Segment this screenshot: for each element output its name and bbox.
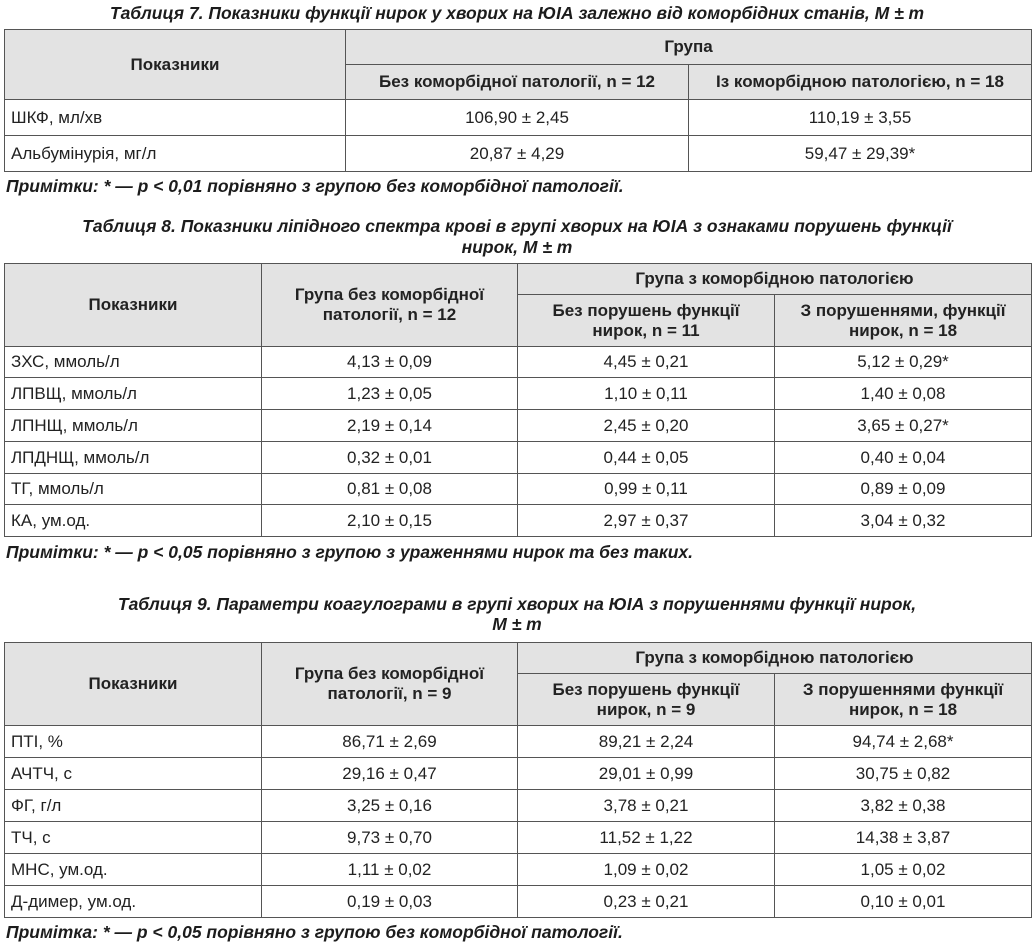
table7-header-param: Показники (5, 30, 346, 100)
table9-header-param: Показники (5, 643, 262, 726)
value-cell: 94,74 ± 2,68* (775, 726, 1032, 758)
param-cell: ЛПНЩ, ммоль/л (5, 410, 262, 442)
value-cell: 29,16 ± 0,47 (262, 758, 518, 790)
table8-header-g2-line2: нирок, n = 18 (848, 320, 958, 340)
param-cell: АЧТЧ, с (5, 758, 262, 790)
table-row (5, 758, 1032, 790)
param-cell: ШКФ, мл/хв (5, 100, 346, 136)
value-cell: 1,11 ± 0,02 (262, 854, 518, 886)
value-cell: 3,82 ± 0,38 (775, 790, 1032, 822)
value-cell: 110,19 ± 3,55 (689, 100, 1032, 136)
value-cell: 1,23 ± 0,05 (262, 378, 518, 410)
table9-caption-line2: M ± m (492, 614, 542, 634)
table-row (5, 886, 1032, 918)
value-cell: 0,89 ± 0,09 (775, 474, 1032, 505)
table8-caption-line2: нирок, M ± m (461, 237, 573, 257)
value-cell: 3,78 ± 0,21 (518, 790, 775, 822)
param-cell: ЗХС, ммоль/л (5, 347, 262, 378)
table9-header-g0-line1: Група без коморбідної (294, 664, 485, 683)
table-row (5, 505, 1032, 537)
table8-header-g1-line1: Без порушень функції (552, 300, 740, 320)
value-cell: 1,05 ± 0,02 (775, 854, 1032, 886)
table9-header-g1-line1: Без порушень функції (552, 679, 740, 699)
table9-header-g2-line2: нирок, n = 18 (848, 699, 958, 719)
value-cell: 0,81 ± 0,08 (262, 474, 518, 505)
param-cell: ЛПДНЩ, ммоль/л (5, 442, 262, 474)
param-cell: Д-димер, ум.од. (5, 886, 262, 918)
table-row (5, 474, 1032, 505)
table7 (4, 29, 1032, 172)
value-cell: 14,38 ± 3,87 (775, 822, 1032, 854)
table7-note: Примітки: * — p < 0,01 порівняно з групою без коморбідної патології. (6, 176, 624, 196)
value-cell: 86,71 ± 2,69 (262, 726, 518, 758)
value-cell: 1,40 ± 0,08 (775, 378, 1032, 410)
table8-header-param: Показники (5, 264, 262, 347)
table-row (5, 378, 1032, 410)
table9-header-g0 (262, 643, 518, 726)
table-row (5, 100, 1032, 136)
table8-header-g1 (518, 295, 775, 347)
value-cell: 0,10 ± 0,01 (775, 886, 1032, 918)
value-cell: 4,45 ± 0,21 (518, 347, 775, 378)
value-cell: 2,45 ± 0,20 (518, 410, 775, 442)
value-cell: 0,32 ± 0,01 (262, 442, 518, 474)
table8-header-group: Група з коморбідною патологією (518, 264, 1032, 295)
param-cell: КА, ум.од. (5, 505, 262, 537)
value-cell: 0,19 ± 0,03 (262, 886, 518, 918)
value-cell: 4,13 ± 0,09 (262, 347, 518, 378)
param-cell: Альбумінурія, мг/л (5, 136, 346, 172)
table9-header-group: Група з коморбідною патологією (518, 643, 1032, 674)
table8-header-g2 (775, 295, 1032, 347)
table9-header-g2 (775, 674, 1032, 726)
value-cell: 2,97 ± 0,37 (518, 505, 775, 537)
value-cell: 106,90 ± 2,45 (346, 100, 689, 136)
value-cell: 1,09 ± 0,02 (518, 854, 775, 886)
value-cell: 3,04 ± 0,32 (775, 505, 1032, 537)
table8 (4, 263, 1032, 537)
table7-header-group: Група (346, 30, 1032, 65)
table8-note: Примітки: * — p < 0,05 порівняно з групою з ураженнями нирок та без таких. (6, 542, 693, 562)
value-cell: 3,25 ± 0,16 (262, 790, 518, 822)
table-row (5, 347, 1032, 378)
value-cell: 30,75 ± 0,82 (775, 758, 1032, 790)
table-row (5, 410, 1032, 442)
value-cell: 9,73 ± 0,70 (262, 822, 518, 854)
table-row (5, 822, 1032, 854)
value-cell: 0,40 ± 0,04 (775, 442, 1032, 474)
table9-caption-line1: Таблиця 9. Параметри коагулограми в групі хворих на ЮІА з порушеннями функції нирок, (117, 594, 917, 614)
param-cell: ТГ, ммоль/л (5, 474, 262, 505)
value-cell: 89,21 ± 2,24 (518, 726, 775, 758)
table8-header-g0 (262, 264, 518, 347)
table9-header-g1-line2: нирок, n = 9 (596, 699, 696, 719)
table9-header-g0-line2: патології, n = 9 (327, 684, 452, 703)
table9 (4, 642, 1032, 918)
param-cell: ТЧ, с (5, 822, 262, 854)
value-cell: 2,10 ± 0,15 (262, 505, 518, 537)
table9-header-g2-line1: З порушеннями функції (802, 679, 1004, 699)
param-cell: ЛПВЩ, ммоль/л (5, 378, 262, 410)
table-row (5, 136, 1032, 172)
value-cell: 1,10 ± 0,11 (518, 378, 775, 410)
table7-caption: Таблиця 7. Показники функції нирок у хворих на ЮІА залежно від коморбідних станів, M ± m (109, 3, 925, 23)
table8-header-g1-line2: нирок, n = 11 (592, 320, 700, 340)
table8-header-g0-line2: патології, n = 12 (322, 305, 457, 324)
value-cell: 29,01 ± 0,99 (518, 758, 775, 790)
table7-header-g1: Без коморбідної патології, n = 12 (346, 65, 689, 100)
value-cell: 5,12 ± 0,29* (775, 347, 1032, 378)
table8-header-g2-line1: З порушеннями, функції (800, 300, 1006, 320)
table7-header-g2: Із коморбідною патологією, n = 18 (689, 65, 1032, 100)
table-row (5, 854, 1032, 886)
table8-caption-line1: Таблиця 8. Показники ліпідного спектра крові в групі хворих на ЮІА з ознаками порушень функції (82, 216, 952, 236)
value-cell: 3,65 ± 0,27* (775, 410, 1032, 442)
table-row (5, 726, 1032, 758)
value-cell: 2,19 ± 0,14 (262, 410, 518, 442)
param-cell: ФГ, г/л (5, 790, 262, 822)
value-cell: 0,23 ± 0,21 (518, 886, 775, 918)
param-cell: МНС, ум.од. (5, 854, 262, 886)
value-cell: 20,87 ± 4,29 (346, 136, 689, 172)
value-cell: 0,99 ± 0,11 (518, 474, 775, 505)
table9-note: Примітка: * — p < 0,05 порівняно з групою без коморбідної патології. (6, 922, 623, 942)
value-cell: 59,47 ± 29,39* (689, 136, 1032, 172)
param-cell: ПТІ, % (5, 726, 262, 758)
table-row (5, 790, 1032, 822)
table9-header-g1 (518, 674, 775, 726)
table8-header-g0-line1: Група без коморбідної (294, 285, 485, 304)
value-cell: 0,44 ± 0,05 (518, 442, 775, 474)
value-cell: 11,52 ± 1,22 (518, 822, 775, 854)
table-row (5, 442, 1032, 474)
